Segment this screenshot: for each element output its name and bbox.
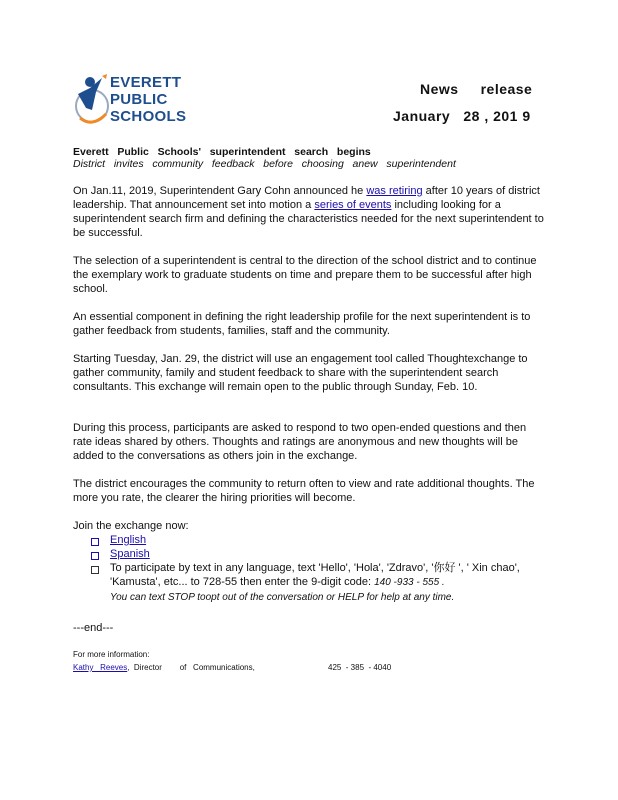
stop-help-note: You can text STOP toopt out of the conversation or HELP for help at any time. [110,592,455,603]
logo-text [110,74,186,125]
text-code: 140 -933 - 555 . [374,576,445,588]
more-info-label: For more information: [73,650,150,659]
paragraph-3: An essential component in defining the right leadership profile for the next superintendent is to gather feedback from students, families, staff and the community. [73,311,531,337]
paragraph-6: The district encourages the community to return often to view and rate additional thoughts. The more you rate, the clearer the hiring priorities will become. [73,478,535,504]
text-instructions: To participate by text in any language, text 'Hello', 'Hola', 'Zdravo', '你好 ', ' Xin chao', 'Kamusta', etc... to 728-55 then enter the 9-digit code: [110,562,520,588]
paragraph-4: Starting Tuesday, Jan. 29, the district will use an engagement tool called Thoughtexchange to gather community, family and student feedback to share with the superintendent search consultants. This exchange will remain open to the public through Sunday, Feb. 10. [73,353,528,393]
p1-text-middle: after 10 years of district leadership. That announcement set into motion a [73,185,540,211]
news-word: News [420,81,459,97]
english-link[interactable]: English [110,534,147,546]
contact-line [73,663,255,672]
series-of-events-link[interactable]: series of events [314,199,392,211]
list-item [91,548,531,562]
paragraph-1 [73,184,545,240]
was-retiring-link[interactable]: was retiring [366,185,423,197]
release-word: release [480,81,533,97]
paragraph-5: During this process, participants are asked to respond to two open-ended questions and then rate ideas shared by others. Thoughts and ratings are anonymous and new thoughts will be added to the conversations as others join in the exchange. [73,422,527,462]
contact-phone: 425 - 385 - 4040 [328,663,392,672]
district-logo [74,72,214,128]
bullet-square-icon [91,566,99,574]
list-item [91,562,531,605]
logo-text-line2: PUBLIC [110,91,168,108]
logo-text-line1: EVERETT [110,74,182,91]
p1-text-after: including looking for a superintendent search firm and defining the characteristics needed for the next superintendent to be successful. [73,199,544,239]
join-exchange-label: Join the exchange now: [73,520,189,532]
paragraph-2: The selection of a superintendent is central to the direction of the school district and to continue the exemplary work to graduate students on time and prepare them to be successful after high school. [73,255,537,295]
p1-text-before: On Jan.11, 2019, Superintendent Gary Cohn announced he [73,185,367,197]
spanish-link[interactable]: Spanish [110,547,150,560]
logo-mark-icon [74,72,114,128]
logo-text-line3: SCHOOLS [110,108,187,125]
news-release-label [420,81,554,97]
bullet-list [91,534,531,605]
contact-title: , Director of Communications, [127,663,255,672]
headline: Everett Public Schools' superintendent search begins [73,146,371,158]
end-marker: ---end--- [73,622,114,634]
contact-name-link[interactable]: Kathy Reeves [73,663,128,672]
subheadline: District invites community feedback before choosing anew superintendent [73,158,456,170]
bullet-square-icon [91,552,99,560]
release-date: January 28 , 201 9 [393,108,531,124]
list-item [91,534,531,548]
bullet-square-icon [91,538,99,546]
